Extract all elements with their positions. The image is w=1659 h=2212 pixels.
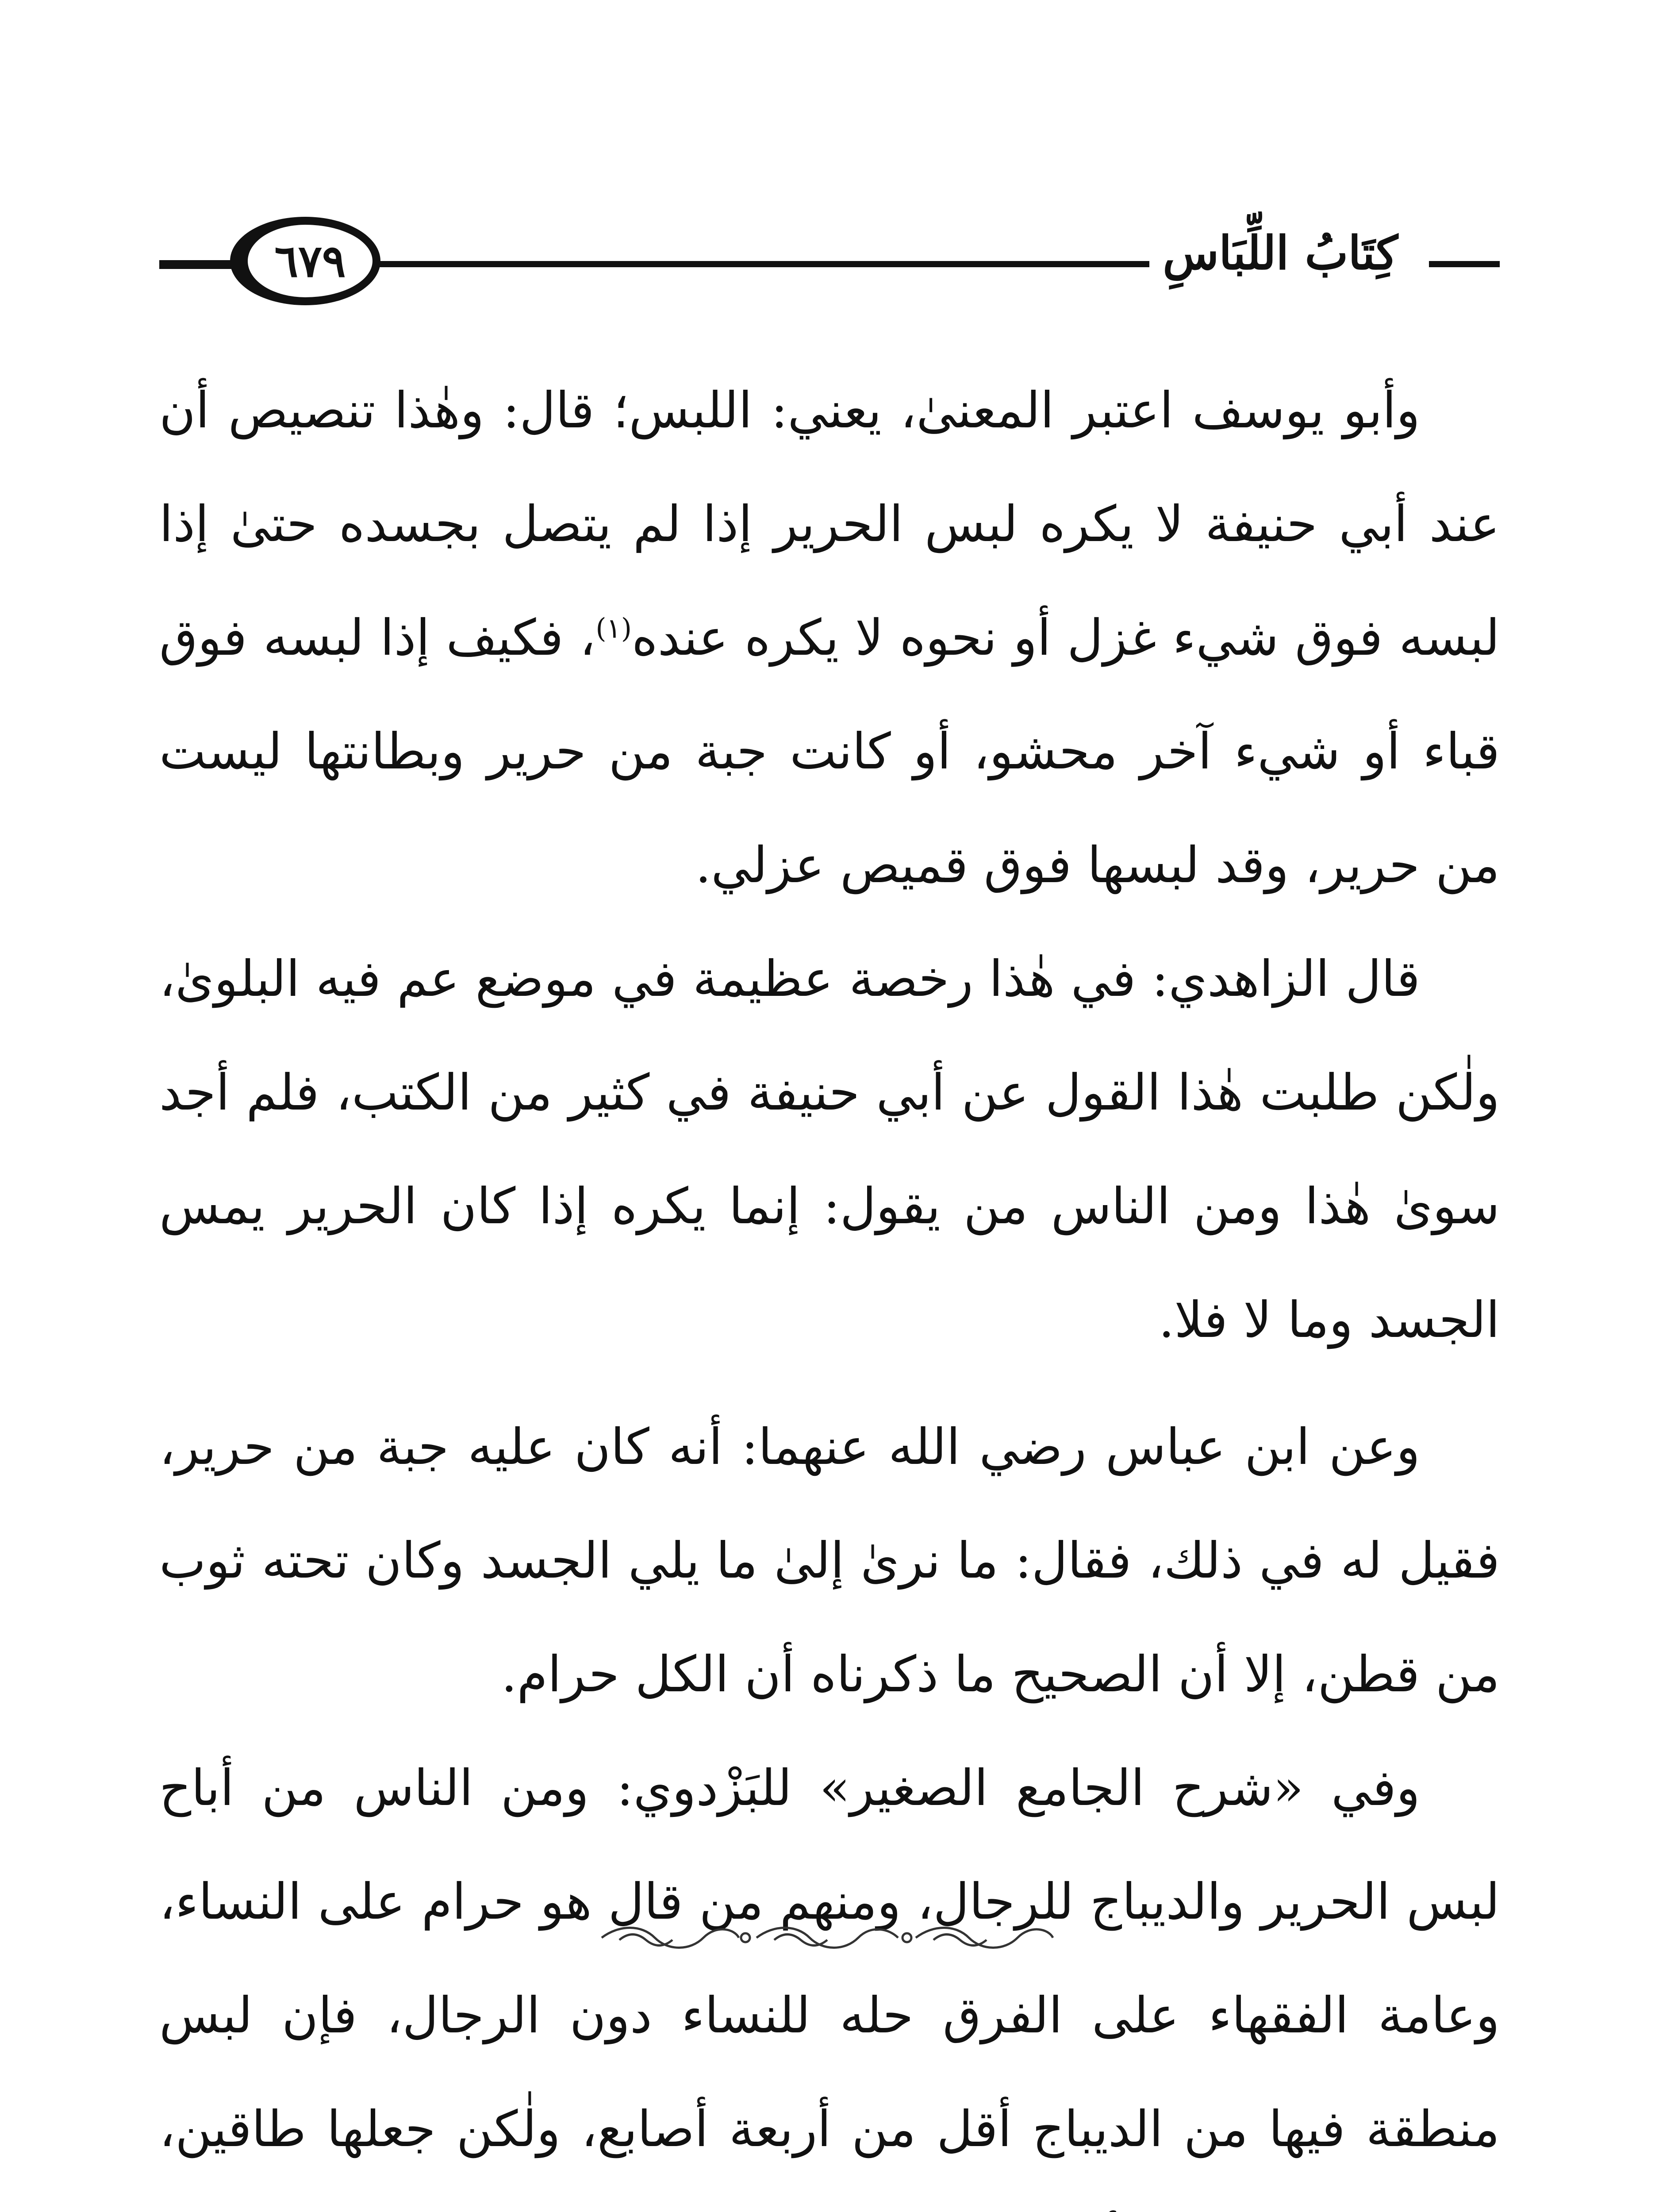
- header-rule-right: [1429, 261, 1500, 267]
- page-number-badge: [230, 217, 380, 305]
- paragraph-1-text-b: ، فكيف إذا لبسه فوق قباء أو شيء آخر محشو، أو كانت جبة من حرير وبطانتها ليست من حرير، وقد لبسها فوق قميص عزلي.: [159, 609, 1500, 894]
- footnote-reference: (١): [595, 612, 632, 645]
- running-title: كِتَابُ اللِّبَاسِ: [1149, 226, 1411, 280]
- paragraph-1-text-a: وأبو يوسف اعتبر المعنىٰ، يعني: اللبس؛ قال: وهٰذا تنصيص أن عند أبي حنيفة لا يكره لبس الحرير إذا لم يتصل بجسده حتىٰ إذا لبسه فوق شيء غزل أو نحوه لا يكره عنده: [159, 382, 1500, 667]
- header-rule-middle: [363, 261, 1243, 267]
- paragraph-1: [159, 354, 1500, 922]
- page-number: ٦٧٩: [274, 235, 346, 287]
- paragraph-4: وفي «شرح الجامع الصغير» للبَزْدوي: ومن الناس من أباح لبس الحرير والديباج للرجال، ومنهم من قال هو حرام على النساء، وعامة الفقهاء على الفرق حله للنساء دون الرجال، فإن لبس منطقة فيها من الديباج أقل من أربعة أصابع، ولٰكن جعلها طاقين،: [159, 1759, 1500, 2158]
- paragraph-2: قال الزاهدي: في هٰذا رخصة عظيمة في موضع عم فيه البلوىٰ، ولٰكن طلبت هٰذا القول عن أبي حنيفة في كثير من الكتب، فلم أجد سوىٰ هٰذا ومن الناس من يقول: إنما يكره إذا كان الحرير يمس الجسد وما لا فلا.: [159, 950, 1500, 1349]
- page-header: [159, 208, 1500, 314]
- section-divider-ornament: [593, 1920, 1062, 1955]
- paragraph-3: وعن ابن عباس رضي الله عنهما: أنه كان عليه جبة من حرير، فقيل له في ذلك، فقال: ما نرىٰ إلىٰ ما يلي الجسد وكان تحته ثوب من قطن، إلا أن الصحيح ما ذكرناه أن الكل حرام.: [159, 1418, 1500, 1703]
